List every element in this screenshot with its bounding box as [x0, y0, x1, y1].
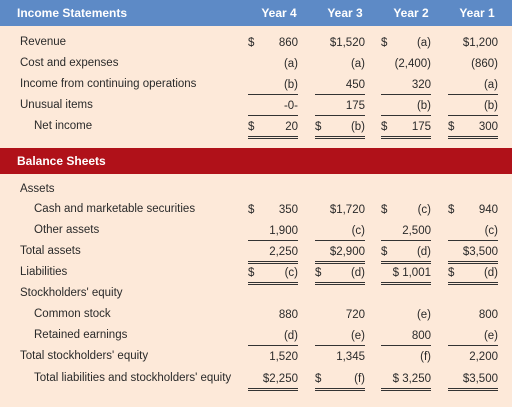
cell-value: (f): [354, 373, 365, 385]
value-cell: [381, 97, 431, 116]
value-cell: [381, 201, 431, 219]
cell-value: -0-: [283, 100, 298, 112]
row-label: Retained earnings: [34, 329, 128, 341]
year-4-header: Year 4: [261, 6, 297, 20]
value-cell: [448, 201, 498, 219]
value-cell: [315, 222, 365, 241]
dollar-sign: $: [381, 204, 388, 216]
value-cell: [448, 34, 498, 52]
value-cell: [448, 327, 498, 346]
value-cell: [248, 370, 298, 391]
value-cell: [381, 76, 431, 95]
value-cell: [248, 222, 298, 241]
value-cell: [315, 118, 365, 139]
row-label: Cash and marketable securities: [34, 203, 196, 215]
row-label: Stockholders' equity: [20, 287, 123, 299]
balance-row: [0, 222, 512, 240]
cell-value: (e): [416, 309, 431, 321]
cell-value: 450: [345, 79, 365, 91]
value-cell: [248, 97, 298, 116]
cell-value: $1,720: [329, 204, 365, 216]
cell-value: (f): [420, 351, 431, 363]
row-label: Net income: [34, 120, 93, 132]
row-label: Income from continuing operations: [20, 78, 197, 90]
balance-row: [0, 327, 512, 345]
value-cell: [381, 118, 431, 139]
balance-row: [0, 264, 512, 282]
value-cell: [315, 34, 365, 52]
cell-value: (a): [483, 79, 498, 91]
year-1-header: Year 1: [459, 6, 495, 20]
value-cell: [448, 76, 498, 95]
cell-value: (d): [416, 246, 431, 258]
dollar-sign: $: [381, 121, 388, 133]
value-cell: [448, 118, 498, 139]
cell-value: (b): [483, 100, 498, 112]
cell-value: (c): [284, 267, 298, 279]
value-cell: [448, 181, 498, 199]
row-label: Other assets: [34, 224, 100, 236]
income-row: [0, 118, 512, 136]
balance-row: [0, 181, 512, 199]
value-cell: [381, 243, 431, 264]
value-cell: [381, 370, 431, 391]
dollar-sign: $: [381, 246, 388, 258]
value-cell: [381, 34, 431, 52]
cell-value: 300: [478, 121, 498, 133]
value-cell: [248, 243, 298, 264]
income-row: [0, 55, 512, 73]
row-label: Unusual items: [20, 99, 93, 111]
cell-value: 320: [411, 79, 431, 91]
row-label: Common stock: [34, 308, 111, 320]
value-cell: [315, 97, 365, 116]
row-label: Cost and expenses: [20, 57, 119, 69]
year-2-header: Year 2: [393, 6, 429, 20]
dollar-sign: $: [315, 267, 322, 279]
balance-row: [0, 370, 512, 388]
dollar-sign: $: [448, 267, 455, 279]
cell-value: 175: [345, 100, 365, 112]
cell-value: 2,200: [469, 351, 498, 363]
cell-value: (b): [416, 100, 431, 112]
cell-value: 2,500: [402, 225, 431, 237]
value-cell: [448, 348, 498, 366]
cell-value: 20: [285, 121, 298, 133]
value-cell: [381, 348, 431, 366]
cell-value: $1,520: [329, 37, 365, 49]
cell-value: $2,250: [262, 373, 298, 385]
dollar-sign: $: [448, 121, 455, 133]
cell-value: (a): [416, 37, 431, 49]
value-cell: [315, 181, 365, 199]
value-cell: [315, 370, 365, 391]
row-label: Liabilities: [20, 266, 68, 278]
cell-value: (e): [483, 330, 498, 342]
value-cell: [448, 222, 498, 241]
value-cell: [315, 285, 365, 303]
value-cell: [448, 306, 498, 324]
value-cell: [315, 327, 365, 346]
balance-sheets-title: Balance Sheets: [17, 154, 106, 168]
value-cell: [248, 348, 298, 366]
value-cell: [381, 285, 431, 303]
dollar-sign: $: [248, 267, 255, 279]
value-cell: [448, 370, 498, 391]
cell-value: 1,345: [336, 351, 365, 363]
cell-value: 880: [278, 309, 298, 321]
value-cell: [248, 306, 298, 324]
cell-value: $1,200: [462, 37, 498, 49]
dollar-sign: $: [315, 121, 322, 133]
cell-value: (a): [350, 58, 365, 70]
cell-value: (2,400): [394, 58, 431, 70]
value-cell: [448, 97, 498, 116]
cell-value: 940: [478, 204, 498, 216]
cell-value: (d): [483, 267, 498, 279]
value-cell: [248, 181, 298, 199]
cell-value: (b): [283, 79, 298, 91]
value-cell: [381, 55, 431, 73]
value-cell: [315, 306, 365, 324]
value-cell: [315, 348, 365, 366]
row-label: Total stockholders' equity: [20, 350, 149, 362]
income-statements-header: [0, 0, 512, 26]
dollar-sign: $: [248, 37, 255, 49]
balance-row: [0, 348, 512, 366]
value-cell: [448, 264, 498, 285]
value-cell: [248, 34, 298, 52]
balance-row: [0, 201, 512, 219]
income-row: [0, 34, 512, 52]
cell-value: (c): [351, 225, 365, 237]
cell-value: 350: [278, 204, 298, 216]
row-label: Total liabilities and stockholders' equity: [34, 372, 232, 384]
cell-value: 175: [411, 121, 431, 133]
cell-value: (860): [471, 58, 498, 70]
value-cell: [248, 285, 298, 303]
row-label: Assets: [20, 183, 55, 195]
value-cell: [248, 76, 298, 95]
value-cell: [381, 181, 431, 199]
cell-value: $ 1,001: [392, 267, 431, 279]
dollar-sign: $: [248, 121, 255, 133]
value-cell: [448, 285, 498, 303]
cell-value: $3,500: [462, 373, 498, 385]
income-row: [0, 97, 512, 115]
value-cell: [248, 264, 298, 285]
balance-row: [0, 243, 512, 261]
value-cell: [381, 264, 431, 285]
cell-value: 1,900: [269, 225, 298, 237]
income-row: [0, 76, 512, 94]
value-cell: [248, 201, 298, 219]
cell-value: (b): [350, 121, 365, 133]
value-cell: [248, 55, 298, 73]
cell-value: 800: [478, 309, 498, 321]
value-cell: [381, 327, 431, 346]
value-cell: [315, 55, 365, 73]
value-cell: [315, 201, 365, 219]
value-cell: [248, 327, 298, 346]
year-3-header: Year 3: [327, 6, 363, 20]
cell-value: (c): [417, 204, 431, 216]
cell-value: (d): [283, 330, 298, 342]
cell-value: 1,520: [269, 351, 298, 363]
value-cell: [315, 264, 365, 285]
value-cell: [248, 118, 298, 139]
cell-value: (e): [350, 330, 365, 342]
balance-row: [0, 306, 512, 324]
cell-value: 720: [345, 309, 365, 321]
cell-value: (c): [484, 225, 498, 237]
value-cell: [448, 243, 498, 264]
cell-value: 860: [278, 37, 298, 49]
balance-sheets-header: [0, 148, 512, 174]
cell-value: $2,900: [329, 246, 365, 258]
cell-value: $ 3,250: [392, 373, 431, 385]
income-statements-title: Income Statements: [17, 6, 128, 20]
dollar-sign: $: [381, 37, 388, 49]
cell-value: (d): [350, 267, 365, 279]
value-cell: [315, 76, 365, 95]
cell-value: (a): [283, 58, 298, 70]
value-cell: [448, 55, 498, 73]
balance-row: [0, 285, 512, 303]
row-label: Total assets: [20, 245, 81, 257]
dollar-sign: $: [315, 373, 322, 385]
dollar-sign: $: [448, 204, 455, 216]
cell-value: 800: [411, 330, 431, 342]
value-cell: [381, 222, 431, 241]
cell-value: 2,250: [269, 246, 298, 258]
value-cell: [381, 306, 431, 324]
cell-value: $3,500: [462, 246, 498, 258]
row-label: Revenue: [20, 36, 67, 48]
dollar-sign: $: [248, 204, 255, 216]
value-cell: [315, 243, 365, 264]
